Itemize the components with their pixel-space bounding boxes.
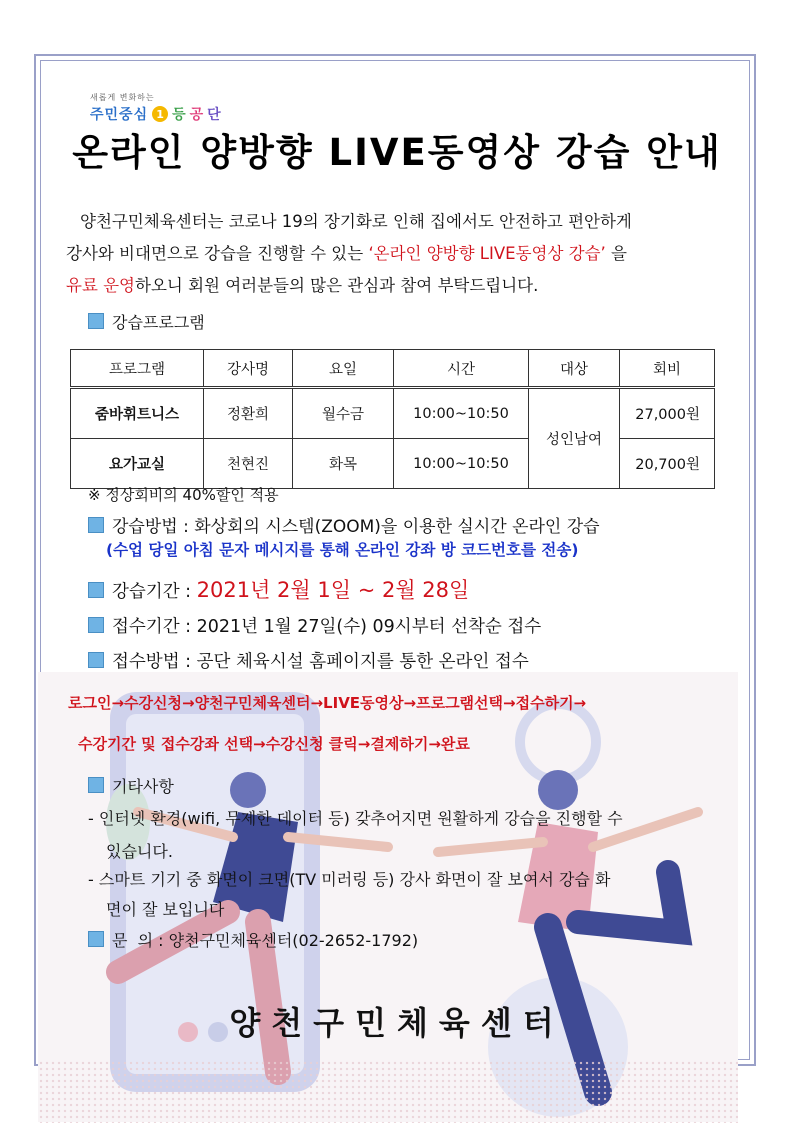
cell-days: 월수금 [293,388,394,439]
table-row [71,388,715,439]
intro-paragraph [66,206,736,302]
logo-number: 1 [152,106,168,122]
period-label: 강습기간 : [112,582,197,602]
header-days: 요일 [293,350,394,388]
cell-program: 요가교실 [71,439,204,489]
inquiry-line [88,928,418,951]
etc-section-label [88,774,174,797]
logo-main-text: 주민중심 [90,107,149,123]
intro-highlight: ‘온라인 양방향 LIVE동영상 강습’ [368,244,606,263]
intro-paid-highlight: 유료 운영 [66,276,136,295]
bullet-square-icon [88,313,104,329]
logo-char-1: 등 [172,107,186,123]
intro-line-2-text: 강사와 비대면으로 강습을 진행할 수 있는 [66,244,369,263]
header-program: 프로그램 [71,350,204,388]
header-fee: 회비 [620,350,715,388]
bullet-square-icon [88,931,104,947]
registration-method-text: 접수방법 : 공단 체육시설 홈페이지를 통한 온라인 접수 [112,652,529,672]
method-note: (수업 당일 아침 문자 메시지를 통해 온라인 강좌 방 코드번호를 전송) [106,541,579,559]
intro-line-3 [66,270,736,302]
footer-organization-name: 양천구민체육센터 [229,1004,565,1042]
inquiry-value: 양천구민체육센터(02-2652-1792) [168,931,419,950]
registration-method-line [88,648,529,673]
cell-fee: 20,700원 [620,439,715,489]
cell-fee: 27,000원 [620,388,715,439]
dotted-pattern [38,1060,738,1123]
method-line [88,512,600,537]
etc-item-1-cont: 있습니다. [106,842,173,861]
cell-instructor: 정환희 [204,388,293,439]
intro-line-2-end: 을 [605,244,627,263]
header-target: 대상 [529,350,620,388]
method-text: 강습방법 : 화상회의 시스템(ZOOM)을 이용한 실시간 온라인 강습 [112,517,600,537]
logo-char-3: 단 [207,107,221,123]
bullet-square-icon [88,777,104,793]
table-header-row [71,350,715,388]
logo-char-2: 공 [189,107,204,123]
cell-instructor: 천현진 [204,439,293,489]
registration-path-line-1: 로그인→수강신청→양천구민체육센터→LIVE동영상→프로그램선택→접수하기→ [68,694,587,712]
page-title: 온라인 양방향 LIVE동영상 강습 안내 [72,131,722,174]
program-section-label [88,310,205,333]
program-section-text: 강습프로그램 [112,313,205,332]
period-line [88,574,469,604]
bullet-square-icon [88,617,104,633]
discount-note: ※ 정상회비의 40%할인 적용 [88,486,279,504]
etc-label-text: 기타사항 [112,777,174,796]
bullet-square-icon [88,517,104,533]
intro-line-1: 양천구민체육센터는 코로나 19의 장기화로 인해 집에서도 안전하고 편안하게 [80,212,632,231]
registration-period-line [88,613,541,638]
bullet-square-icon [88,652,104,668]
cell-time: 10:00~10:50 [394,388,529,439]
inquiry-label: 문 의 : [112,931,169,950]
etc-item-2: - 스마트 기기 중 화면이 크면(TV 미러링 등) 강사 화면이 잘 보여서 강습 화 [88,870,611,889]
bullet-square-icon [88,582,104,598]
cell-program: 줌바휘트니스 [71,388,204,439]
intro-line-3-text: 하오니 회원 여러분들의 많은 관심과 참여 부탁드립니다. [135,276,539,295]
program-table [70,349,715,489]
intro-line-2 [66,238,736,270]
period-value: 2021년 2월 1일 ~ 2월 28일 [196,578,470,602]
registration-period-text: 접수기간 : 2021년 1월 27일(수) 09시부터 선착순 접수 [112,617,542,637]
header-instructor: 강사명 [204,350,293,388]
header-time: 시간 [394,350,529,388]
etc-item-2-cont: 면이 잘 보입니다 [106,900,225,919]
cell-days: 화목 [293,439,394,489]
registration-path-line-2: 수강기간 및 접수강좌 선택→수강신청 클릭→결제하기→완료 [78,735,470,753]
cell-target: 성인남여 [529,388,620,489]
logo-tagline: 새롭게 변화하는 [90,93,155,102]
cell-time: 10:00~10:50 [394,439,529,489]
organization-logo [90,92,221,124]
etc-item-1: - 인터넷 환경(wifi, 무제한 데이터 등) 갖추어지면 원활하게 강습을 진행할 수 [88,809,623,828]
